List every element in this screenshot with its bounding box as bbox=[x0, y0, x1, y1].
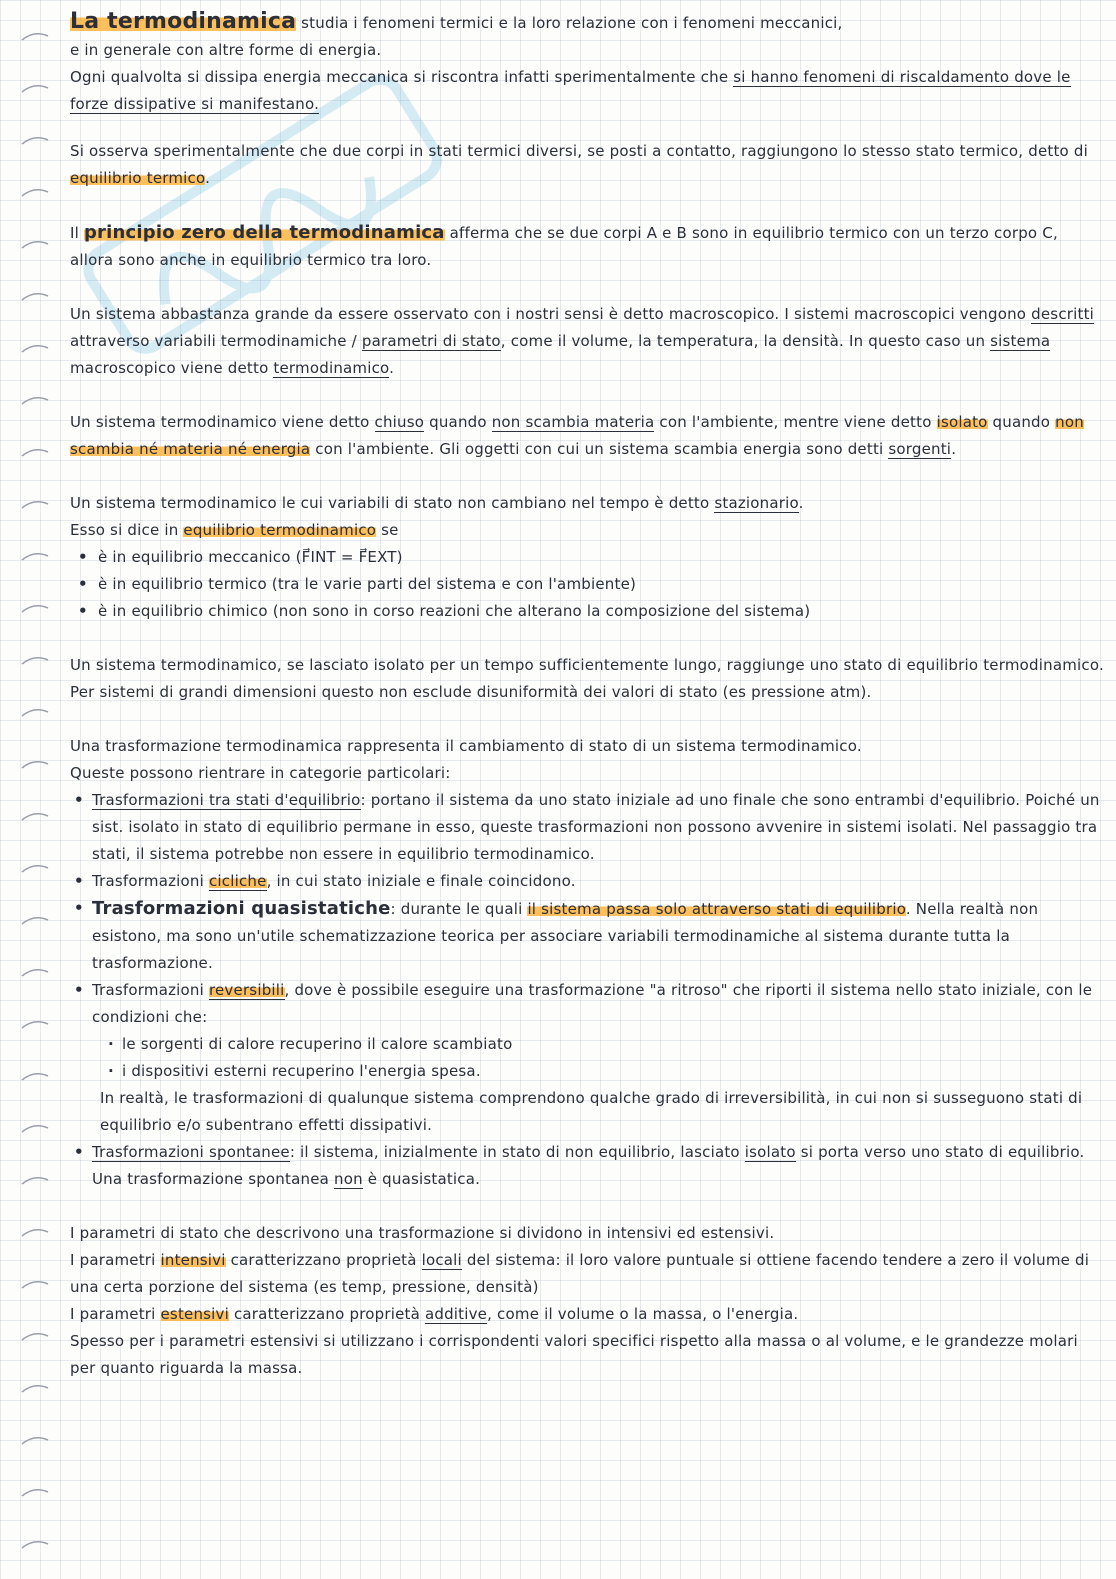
paragraph-principio-zero: Il principio zero della termodinamica afferma che se due corpi A e B sono in equilibrio termico con un terzo corpo C, allora sono anche in equilibrio termico tra loro. bbox=[70, 222, 1058, 269]
notes-page bbox=[70, 8, 1105, 1409]
paragraph-chiuso-isolato: Un sistema termodinamico viene detto chiuso quando non scambia materia con l'ambiente, mentre viene detto isolato quando non scambia né materia né energia con l'ambiente. Gli oggetti con cui un sistema scambia energia sono detti sorgenti. bbox=[70, 413, 1084, 458]
paragraph-trasformazioni: Una trasformazione termodinamica rappresenta il cambiamento di stato di un sistema termodinamico. Queste possono rientrare in categorie particolari: • Trasformazioni tra stati d'equilibrio: portano il sistema da uno stato iniziale ad uno finale che sono entrambi d'equilibrio. Poiché un sist. isolato in stato di equilibrio permane in esso, queste trasformazioni non possono avvenire in sistemi isolati. Nel passaggio tra stati, il sistema potrebbe non essere in equilibrio termodinamico. • Trasformazioni cicliche, in cui stato iniziale e finale coincidono. • Trasformazioni quasistatiche: durante le quali il sistema passa solo attraverso stati di equilibrio. Nella realtà non esistono, ma sono un'utile schematizzazione teorica per associare variabili termodinamiche al sistema durante tutta la trasformazione. • Trasformazioni reversibili, dove è possibile eseguire una trasformazione "a ritroso" che riporti il sistema nello stato iniziale, con le condizioni che: · le sorgenti di calore recuperino il calore scambiato · i dispositivi esterni recuperino l'energia spesa. In realtà, le trasformazioni di qualunque sistema comprendono qualche grado di irreversibilità, in cui non si susseguono stati di equilibrio e/o subentrano effetti dissipativi. • Trasformazioni spontanee: il sistema, inizialmente in stato di non equilibrio, lasciato isolato si porta verso uno stato di equilibrio. Una trasformazione spontanea non è quasistatica. bbox=[70, 733, 1105, 1193]
list-item: • Trasformazioni reversibili, dove è possibile eseguire una trasformazione "a ritroso" che riporti il sistema nello stato iniziale, con le condizioni che: bbox=[70, 977, 1105, 1031]
paragraph-isolato-lungo: Un sistema termodinamico, se lasciato isolato per un tempo sufficientemente lungo, raggiunge uno stato di equilibrio termodinamico. Per sistemi di grandi dimensioni questo non esclude disuniformità dei valori di stato (es pressione atm). bbox=[70, 656, 1104, 701]
list-item: • Trasformazioni spontanee: il sistema, inizialmente in stato di non equilibrio, lasciato isolato si porta verso uno stato di equilibrio. Una trasformazione spontanea non è quasistatica. bbox=[70, 1139, 1105, 1193]
paragraph-parametri: I parametri di stato che descrivono una trasformazione si dividono in intensivi ed estensivi. I parametri intensivi caratterizzano proprietà locali del sistema: il loro valore puntuale si ottiene facendo tendere a zero il volume di una certa porzione del sistema (es temp, pressione, densità) I parametri estensivi caratterizzano proprietà additive, come il volume o la massa, o l'energia. Spesso per i parametri estensivi si utilizzano i corrispondenti valori specifici rispetto alla massa o al volume, e le grandezze molari per quanto riguarda la massa. bbox=[70, 1224, 1090, 1377]
page-title: La termodinamica bbox=[70, 9, 297, 34]
list-item: • Trasformazioni cicliche, in cui stato iniziale e finale coincidono. bbox=[70, 868, 1105, 895]
list-item: · le sorgenti di calore recuperino il calore scambiato bbox=[70, 1031, 1105, 1058]
paragraph-sistemi-macroscopici: Un sistema abbastanza grande da essere osservato con i nostri sensi è detto macroscopico. I sistemi macroscopici vengono descritti attraverso variabili termodinamiche / parametri di stato, come il volume, la temperatura, la densità. In questo caso un sistema macroscopico viene detto termodinamico. bbox=[70, 305, 1095, 377]
list-item: • è in equilibrio termico (tra le varie parti del sistema e con l'ambiente) bbox=[70, 571, 1105, 598]
list-item: • Trasformazioni tra stati d'equilibrio: portano il sistema da uno stato iniziale ad uno finale che sono entrambi d'equilibrio. Poiché un sist. isolato in stato di equilibrio permane in esso, queste trasformazioni non possono avvenire in sistemi isolati. Nel passaggio tra stati, il sistema potrebbe non essere in equilibrio termodinamico. bbox=[70, 787, 1105, 868]
list-item: • è in equilibrio meccanico (F⃗INT = F⃗EXT) bbox=[70, 544, 1105, 571]
list-item: · i dispositivi esterni recuperino l'energia spesa. bbox=[70, 1058, 1105, 1085]
list-item: • Trasformazioni quasistatiche: durante le quali il sistema passa solo attraverso stati di equilibrio. Nella realtà non esistono, ma sono un'utile schematizzazione teorica per associare variabili termodinamiche al sistema durante tutta la trasformazione. bbox=[70, 895, 1105, 977]
paragraph-equilibrio-termico: Si osserva sperimentalmente che due corpi in stati termici diversi, se posti a contatto, raggiungono lo stesso stato termico, detto di equilibrio termico. bbox=[70, 142, 1088, 187]
paragraph-stazionario: Un sistema termodinamico le cui variabili di stato non cambiano nel tempo è detto stazionario. Esso si dice in equilibrio termodinamico se • è in equilibrio meccanico (F⃗INT = F⃗EXT) • è in equilibrio termico (tra le varie parti del sistema e con l'ambiente) • è in equilibrio chimico (non sono in corso reazioni che alterano la composizione del sistema) bbox=[70, 490, 1105, 625]
list-item-continuation: In realtà, le trasformazioni di qualunque sistema comprendono qualche grado di irreversibilità, in cui non si susseguono stati di equilibrio e/o subentrano effetti dissipativi. bbox=[100, 1089, 1083, 1134]
paragraph-intro: La termodinamica studia i fenomeni termici e la loro relazione con i fenomeni meccanici, e in generale con altre forme di energia. Ogni qualvolta si dissipa energia meccanica si riscontra infatti sperimentalmente che si hanno fenomeni di riscaldamento dove le forze dissipative si manifestano. bbox=[70, 9, 1071, 113]
list-item: • è in equilibrio chimico (non sono in corso reazioni che alterano la composizione del sistema) bbox=[70, 598, 1105, 625]
